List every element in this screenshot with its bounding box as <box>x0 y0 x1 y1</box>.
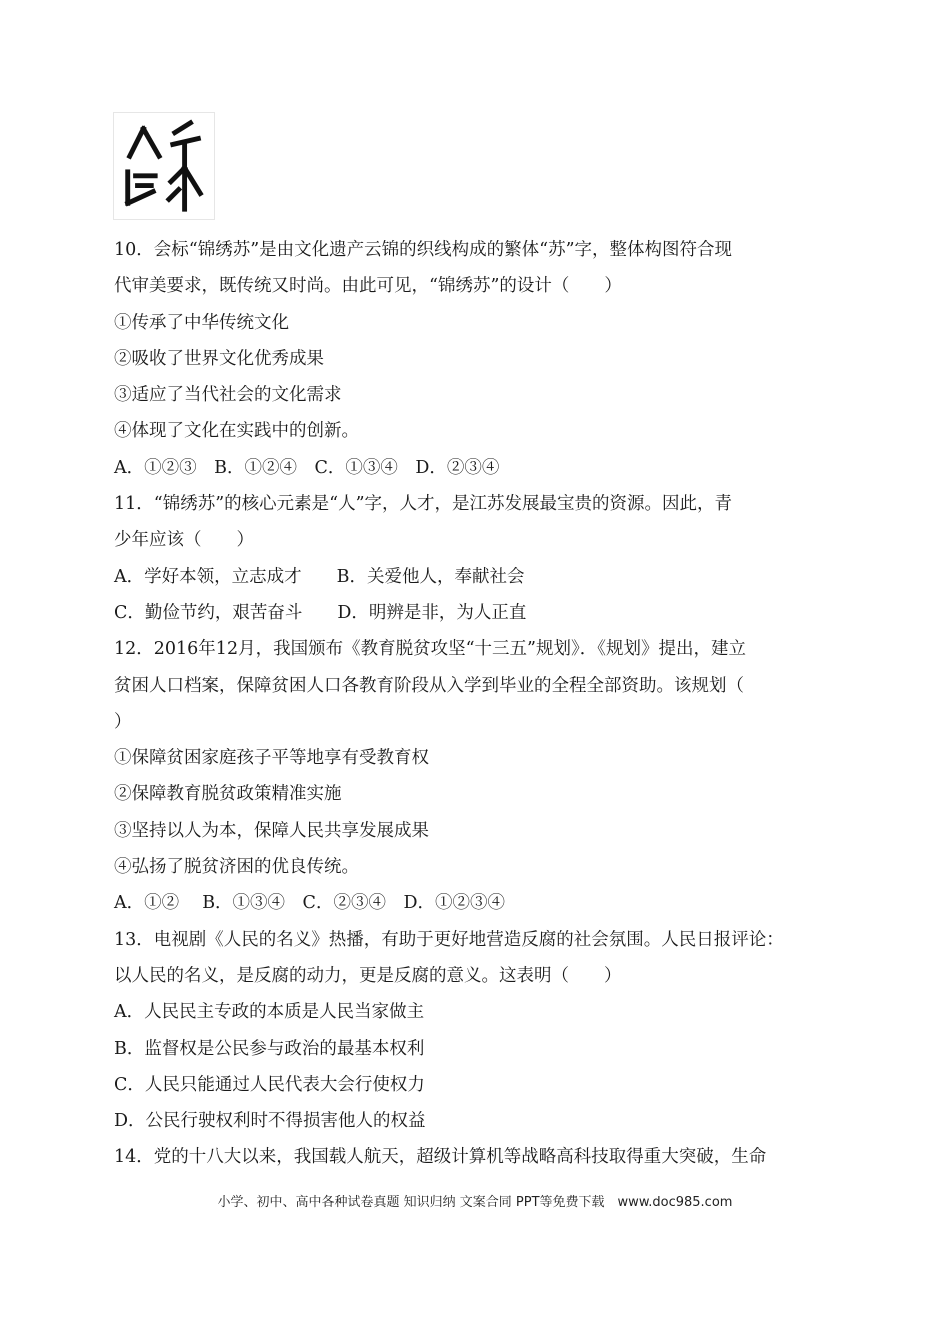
text-line: ③坚持以人为本，保障人民共享发展成果 <box>114 820 429 841</box>
text-line: A．人民民主专政的本质是人民当家做主 <box>114 1002 425 1023</box>
text-line: 10．会标“锦绣苏”是由文化遗产云锦的织线构成的繁体“苏”字，整体构图符合现 <box>114 240 733 260</box>
text-line: B．监督权是公民参与政治的最基本权利 <box>114 1038 425 1059</box>
text-line: ②吸收了世界文化优秀成果 <box>114 348 324 369</box>
text-line: 14．党的十八大以来，我国载人航天，超级计算机等战略高科技取得重大突破，生命 <box>114 1147 767 1168</box>
page-footer: 小学、初中、高中各种试卷真题 知识归纳 文案合同 PPT等免费下载 www.doc985.com <box>217 1195 733 1210</box>
text-line: C．勤俭节约，艰苦奋斗 D．明辨是非，为人正直 <box>114 602 527 623</box>
text-line: 13．电视剧《人民的名义》热播，有助于更好地营造反腐的社会氛围。人民日报评论： <box>114 929 784 950</box>
text-line: 11．“锦绣苏”的核心元素是“人”字，人才，是江苏发展最宝贵的资源。因此，青 <box>114 494 733 515</box>
text-line: A．①② B．①③④ C．②③④ D．①②③④ <box>114 893 505 914</box>
text-line: C．人民只能通过人民代表大会行使权力 <box>114 1074 425 1095</box>
text-line: ②保障教育脱贫政策精准实施 <box>114 784 342 805</box>
text-line: ④弘扬了脱贫济困的优良传统。 <box>114 857 359 878</box>
text-line: ①传承了中华传统文化 <box>114 312 289 333</box>
text-line: 代审美要求，既传统又时尚。由此可见，“锦绣苏”的设计（ ） <box>114 276 622 297</box>
text-line: 12．2016年12月，我国颁布《教育脱贫攻坚“十三五”规划》．《规划》提出，建立 <box>114 639 746 660</box>
text-line: 以人民的名义，是反腐的动力，更是反腐的意义。这表明（ ） <box>114 965 622 986</box>
text-line: ） <box>114 711 132 732</box>
question-text <box>114 232 844 1176</box>
text-line: D．公民行驶权利时不得损害他人的权益 <box>114 1111 426 1132</box>
text-line: ①保障贫困家庭孩子平等地享有受教育权 <box>114 748 429 769</box>
jinxiusu-logo-icon <box>113 112 215 220</box>
text-line: A．①②③ B．①②④ C．①③④ D．②③④ <box>114 457 500 478</box>
text-line: 少年应该（ ） <box>114 530 254 551</box>
text-line: 贫困人口档案，保障贫困人口各教育阶段从入学到毕业的全程全部资助。该规划（ <box>114 675 744 696</box>
text-line: ③适应了当代社会的文化需求 <box>114 385 342 406</box>
text-line: ④体现了文化在实践中的创新。 <box>114 421 359 442</box>
text-line: A．学好本领，立志成才 B．关爱他人，奉献社会 <box>114 566 525 587</box>
